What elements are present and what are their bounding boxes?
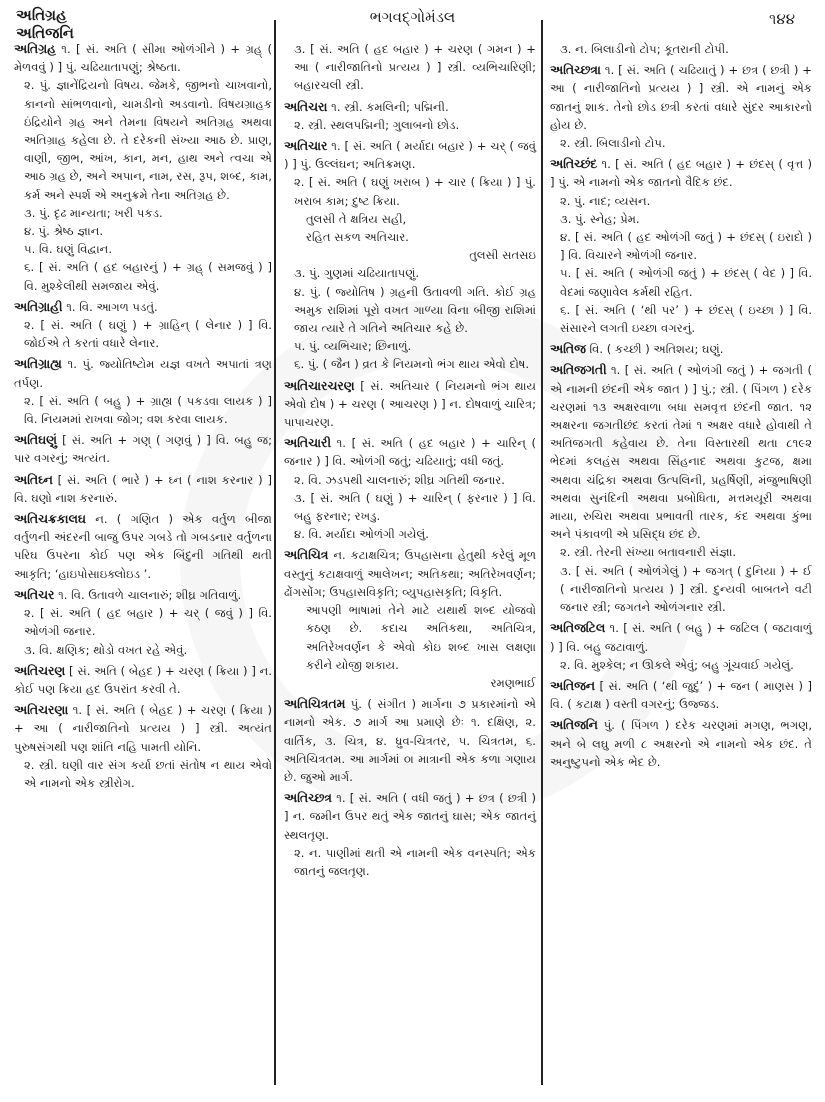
entry-definition: ૧. [ સં. અતિ ( હદ બહાર ) + છંદસ્ ( વૃત્ત ) ] પું. એ નામનો એક જાતનો વૈદિક છંદ. [550, 157, 812, 190]
entry-headword: અતિચિત્ર [284, 547, 329, 563]
entry-definition: [ સં. અતિ ( ‘થી જુદું’ ) + જન ( માણસ ) ] વિ. ( કટાક્ષ ) વસ્તી વગરનું; ઉજ્જડ. [550, 678, 813, 712]
entry-definition: [ સં. અતિ ( બેહદ ) + ચરણ ( ક્રિયા ) ] ન. કોઈ પણ ક્રિયા હદ ઉપરાંત કરવી તે. [14, 663, 272, 696]
entry-sense: ૩. [ સં. અતિ ( ઓળંગેલું ) + જગત્ ( દુનિયા ) + ઈ ( નારીજાતિનો પ્રત્યય ) ] સ્ત્રી. દુન્યવી બાબતને વટી જનાર સ્ત્રી; જગતને ઓળંગનાર સ્ત્રી. [560, 563, 812, 615]
entry-sense: ૫. પું. વ્યભિચાર; છિનાળું. [294, 339, 412, 354]
entry-sense: ૪. વિ. મર્યાદા ઓળંગી ગયેલું. [294, 527, 429, 542]
quotation-citation: રમણભાઈ [490, 675, 536, 690]
dictionary-entry [14, 510, 272, 583]
entry-headword: અતિજનિ [550, 717, 598, 733]
entry-headword: અતિચારચરણ [284, 377, 355, 393]
dictionary-entry [550, 361, 812, 616]
dictionary-entry [14, 355, 272, 428]
entry-headword: અતિચ્છત્ર [284, 790, 332, 806]
entry-sense: ૪. પું. શ્રેષ્ઠ જ્ઞાન. [24, 224, 104, 239]
entry-sense: ૨. સ્ત્રી. ઘણી વાર સંગ કર્યા છતાં સંતોષ ન થાય એવો એ નામનો એક સ્ત્રીરોગ. [24, 757, 272, 790]
column-divider [541, 20, 543, 1085]
entry-definition: ૧. સ્ત્રી. કમલિની; પદ્મિની. [331, 99, 449, 114]
entry-definition: ૧. વિ. ઉતાવળે ચાલનારું; શીઘ્ર ગતિવાળું. [58, 587, 242, 602]
entry-sense: ૬. [ સં. અતિ ( હદ બહારનું ) + ગ્રહ્ ( સમજવું ) ] વિ. મુશ્કેલીથી સમજાય એવું. [24, 260, 272, 293]
guide-word-first: અતિગ્રહ [16, 6, 67, 24]
quotation-citation: તુલસી સતસઇ [469, 248, 536, 263]
entry-headword: અતિચિત્રતમ [284, 696, 346, 712]
entry-headword: અતિચક્રકાલઘ [14, 511, 86, 527]
entry-sense: ૩. પું. ગુણમાં ચઢિયાતાપણું. [294, 266, 420, 281]
entry-sense: ૨. વિ. ઝડપથી ચાલનારું; શીઘ્ર ગતિથી જનાર. [294, 472, 505, 487]
dictionary-entry [14, 471, 272, 507]
entry-headword: અતિજટિલ [550, 620, 606, 636]
dictionary-entry [14, 40, 272, 295]
dictionary-entry [550, 155, 812, 337]
dictionary-entry [14, 662, 272, 698]
entry-sense: ૨. પું. નાદ; વ્યસન. [560, 193, 651, 208]
entry-headword: અતિચરા [284, 98, 328, 114]
entry-definition: ૧. [ સં. અતિ ( ઓળંગી જતું ) + જગતી ( એ નામની છંદની એક જાત ) ] પું.; સ્ત્રી. ( પિંગળ ) દરેક ચરણમાં ૧૩ અક્ષરવાળા બધા સમવૃત્ત છંદની જાત. ૧૨ અક્ષરના જગતીછંદ કરતાં તેમાં ૧ અક્ષર વધારે હોવાથી તે અતિજગતી કહેવાય છે. તેના વિસ્તારથી થતા ૮૧૯૨ ભેદમાં કલહંસ અથવા સિંહનાદ અથવા કુટજ, ક્ષમા અથવા ચંદ્રિકા અથવા ઉત્પલિની, પ્રહર્ષિણી, મંજુભાષિણી અથવા સુનંદિની અથવા પ્રબોધિતા, મત્તમયૂરી અથવા માયા, રુચિરા અથવા પ્રભાવતી તારક, કંદ અથવા કુંભા અને પંકાવળી એ પ્રસિદ્ધ છંદ છે. [550, 363, 812, 542]
entry-sense: ૨. વિ. મુશ્કેલ; ન ઊકલે એવું; બહુ ગૂંચવાઈ ગયેલું. [560, 657, 794, 672]
entry-sense: ૪. [ સં. અતિ ( હદ ઓળંગી જતું ) + છંદસ્ ( ઇરાદો ) ] વિ. વિચારને ઓળંગી જનાર. [560, 230, 812, 263]
entry-sense: ૨. પું. જ્ઞાનેંદ્રિયનો વિષય. જેમકે, જીભનો ચાખવાનો, કાનનો સાંભળવાનો, ચામડીનો અડવાનો. વિષયગ્રાહક ઇંદ્રિયોને ગ્રહ અને તેમના વિષયને અતિગ્રહ અથવા અતિગ્રાહ કહેલા છે. તે દરેકની સંખ્યા આઠ છે. પ્રાણ, વાણી, જીભ, આંખ, કાન, મન, હાથ અને ત્વચા એ આઠ ગ્રહ છે, અને અપાન, નામ, રસ, રૂપ, શબ્દ, કામ, કર્મ અને સ્પર્શ એ અનુક્રમે તેના અતિગ્રહ છે. [24, 78, 272, 202]
entry-sense: ૬. પું. ( જૈન ) વ્રત કે નિયમનો ભંગ થાય એવો દોષ. [294, 357, 530, 372]
entry-headword: અતિચર [14, 586, 55, 602]
dictionary-entry [550, 716, 812, 771]
entry-sense: ૨. [ સં. અતિ ( બહુ ) + ગ્રાહ્ય ( પકડવા લાયક ) ] વિ. નિયમમાં રાખવા જોગ; વશ કરવા લાયક. [24, 393, 272, 427]
quotation-line: તુલસી તે ક્ષત્રિય સહી, [306, 211, 407, 226]
entry-sense: ૨. [ સં. અતિ ( ઘણું ) + ગ્રાહિન્ ( લેનાર ) ] વિ. જોઈએ તે કરતાં વધારે લેનાર. [24, 318, 272, 351]
column-2 [284, 40, 536, 1084]
entry-headword: અતિચ્છત્રા [550, 62, 601, 78]
entry-sense: ૬. [ સં. અતિ ( ‘થી પર’ ) + છંદસ્ ( ઇચ્છા ) ] વિ. સંસારને લગતી ઇચ્છા વગરનું. [560, 302, 812, 336]
dictionary-entry [284, 789, 536, 880]
entry-definition: ૧. [ સં. અતિ ( મર્યાદા બહાર ) + ચર્ ( જવું ) ] પું. ઉલ્લંઘન; અતિક્રમણ. [284, 139, 536, 172]
entry-sense: ૫. [ સં. અતિ ( ઓળંગી જતું ) + છંદસ્ ( વેદ ) ] વિ. વેદમાં જણાવેલ કર્મથી રહિત. [560, 266, 812, 299]
column-1 [14, 40, 272, 1084]
entry-definition: ૧. વિ. આગળ પડતું. [66, 299, 158, 314]
entry-definition: ૧. પું. જ્યોતિષ્ટોમ યજ્ઞ વખતે અપાતાં ત્રણ તર્પણ. [14, 357, 272, 390]
entry-definition: ન. ( ગણિત ) એક વર્તુળ બીજા વર્તુળની અંદરની બાજુ ઉપર ગબડે તો ગબડનાર વર્તુળના પરિઘ ઉપરના કોઈ પણ એક બિંદુની ગતિથી થતી આકૃતિ; ‘હાઇપોસાઇક્લોઇડ ’. [14, 512, 273, 581]
entry-sense: ૩. વિ. ક્ષણિક; થોડો વખત રહે એવું. [24, 642, 188, 657]
entry-headword: અતિજ [550, 341, 586, 357]
entry-sense: ૨. સ્ત્રી. બિલાડીનો ટોપ. [560, 136, 666, 151]
dictionary-entry [550, 677, 812, 713]
dictionary-entry [550, 40, 812, 58]
entry-headword: અતિગ્રાહી [14, 298, 63, 314]
dictionary-entry [284, 695, 536, 786]
entry-definition: ન. કટાક્ષચિત્ર; ઉપહાસના હેતુથી કરેલું મૂળ વસ્તુનું કટાક્ષવાળું આલેખન; અતિકથા; અતિરેખવર્ણન; ઢોંગસોંગ; ઉપહાસવિકૃતિ; વ્યુપહાસકૃતિ; વિકૃતિ. [284, 548, 536, 599]
entry-headword: અતિચરણા [14, 702, 69, 718]
entry-sense: ૨. સ્ત્રી. તેરની સંખ્યા બતાવનારી સંજ્ઞા. [560, 545, 737, 560]
entry-headword: અતિજગતી [550, 362, 607, 378]
entry-sense: ૨. ન. પાણીમાં થતી એ નામની એક વનસ્પતિ; એક જાતનું જલતૃણ. [294, 845, 536, 878]
entry-sense: ૪. પું. ( જ્યોતિષ ) ગ્રહની ઉતાવળી ગતિ. કોઈ ગ્રહ અમુક રાશિમાં પૂરો વખત ગાળ્યા વિના બીજી રાશિમાં જાય ત્યારે તે ગતિને અતિચાર કહે છે. [294, 284, 536, 336]
entry-headword: અતિચાર [284, 138, 328, 154]
entry-headword: અતિઘ્ન [14, 471, 53, 487]
column-divider [274, 20, 276, 1085]
entry-headword: અતિચ્છંદ [550, 156, 598, 172]
entry-headword: અતિઘણું [14, 432, 57, 448]
dictionary-entry [14, 586, 272, 659]
entry-definition: ૧. [ સં. અતિ ( હદ બહાર ) + ચારિન્ ( જનાર ) ] વિ. ઓળંગી જતું; ચઢિયાતું; વધી જતું. [284, 436, 537, 469]
column-3 [550, 40, 812, 1084]
dictionary-entry [284, 434, 536, 543]
dictionary-entry [284, 546, 536, 692]
entry-headword: અતિજન [550, 677, 596, 693]
entry-sense: ૩. [ સં. અતિ ( ઘણું ) + ચારિન્ ( ફરનાર ) ] વિ. બહુ ફરનાર; રખડુ. [294, 490, 536, 524]
entry-sense: ૫. વિ. ઘણું વિદ્વાન. [24, 242, 112, 257]
entry-definition: વિ. ( કચ્છી ) અતિશય; ઘણું. [589, 342, 724, 357]
dictionary-entry [14, 431, 272, 467]
quotation-line: રહિત સકળ અતિચાર. [306, 230, 409, 245]
entry-sense: ૩. ન. બિલાડીનો ટોપ; કૂતરાની ટોપી. [560, 42, 729, 56]
dictionary-entry [284, 40, 536, 95]
entry-sense: ૩. પું. દૃઢ માન્યતા; ખરી પકડ. [24, 205, 163, 220]
dictionary-entry [550, 61, 812, 152]
entry-headword: અતિગ્રાહ્ય [14, 356, 62, 372]
page-title: ભગવદ્ગોમંડલ [369, 8, 456, 26]
entry-headword: અતિચરણ [14, 662, 66, 678]
dictionary-entry [284, 98, 536, 134]
page-number: ૧૪૪ [769, 10, 795, 28]
quotation-line: આપણી ભાષામાં તેને માટે યથાર્થ શબ્દ યોજવો કઠણ છે. કદાચ અતિકથા, અતિચિત્ર, અતિરેખવર્ણન કે એવો કોઇ શબ્દ ખાસ લક્ષણા કરીને યોજી શકાય. [306, 603, 536, 672]
entry-definition: ૧. [ સં. અતિ ( ચઢિયાતું ) + છત્ર ( છત્રી ) + આ ( નારીજાતિનો પ્રત્યય ) ] સ્ત્રી. એ નામનું એક જાતનું શાક. તેનો છોડ છત્રી કરતાં વધારે સુંદર આકારનો હોય છે. [550, 63, 813, 132]
entry-definition: ૧. [ સં. અતિ ( બહુ ) + જટિલ ( જટાવાળું ) ] વિ. બહુ જટાવાળું. [550, 621, 812, 654]
dictionary-entry [550, 340, 812, 358]
entry-definition: પું. ( પિંગળ ) દરેક ચરણમાં મગણ, ભગણ, અને બે લઘુ મળી ૮ અક્ષરનો એ નામનો એક છંદ. તે અનુષ્ટુપનો એક ભેદ છે. [550, 718, 813, 769]
dictionary-entry [284, 377, 536, 432]
entry-sense: ૨. [ સં. અતિ ( ઘણું ખરાબ ) + ચાર ( ક્રિયા ) ] પું. ખરાબ કામ; દુષ્ટ ક્રિયા. [294, 175, 536, 208]
entry-sense: ૩. [ સં. અતિ ( હદ બહાર ) + ચરણ ( ગમન ) + આ ( નારીજાતિનો પ્રત્યય ) ] સ્ત્રી. વ્યભિચારિણી; બહારચલી સ્ત્રી. [294, 42, 536, 93]
entry-definition: [ સં. અતિચાર ( નિયમનો ભંગ થાય એવો દોષ ) + ચરણ ( આચરણ ) ] ન. દોષવાળું ચારિત્ર; પાપાચરણ. [284, 378, 537, 430]
entry-definition: ૧. [ સં. અતિ ( સીમા ઓળંગીને ) + ગ્રહ્ ( મેળવવું ) ] પું. ચઢિયાતાપણું; શ્રેષ્ઠતા. [14, 42, 272, 75]
entry-headword: અતિગ્રહ [14, 41, 56, 56]
dictionary-entry [14, 298, 272, 353]
entry-sense: ૩. પું. સ્નેહ; પ્રેમ. [560, 211, 640, 226]
entry-definition: [ સં. અતિ ( ભારે ) + ઘ્ન ( નાશ કરનાર ) ] વિ. ઘણો નાશ કરનારું. [14, 472, 273, 505]
entry-sense: ૨. સ્ત્રી. સ્થલપદ્મિની; ગુલાબનો છોડ. [294, 117, 460, 132]
entry-definition: પું. ( સંગીત ) માર્ગના ૭ પ્રકારમાંનો એ નામનો એક. ૭ માર્ગ આ પ્રમાણે છેઃ ૧. દક્ષિણ, ૨. વાર્તિક, ૩. ચિત્ર, ૪. ધ્રુવ-ચિત્રતર, ૫. ચિત્રતમ, ૬. અતિચિત્રતમ. આ માર્ગમાં ૦ા માત્રાની એક કળા ગણાય છે. જુઓ માર્ગ. [284, 697, 536, 784]
dictionary-entry [14, 701, 272, 792]
dictionary-entry [550, 619, 812, 674]
entry-definition: ૧. [ સં. અતિ ( બેહદ ) + ચરણ ( ક્રિયા ) + આ ( નારીજાતિનો પ્રત્યય ) ] સ્ત્રી. અત્યંત પુરુષસંગથી પણ શાંતિ નહિ પામતી યોનિ. [14, 703, 273, 754]
entry-headword: અતિચારી [284, 435, 331, 451]
guide-word-last: અતિજનિ [16, 24, 74, 42]
dictionary-entry [284, 137, 536, 374]
entry-sense: ૨. [ સં. અતિ ( હદ બહાર ) + ચર્ ( જવું ) ] વિ. ઓળંગી જનાર. [24, 606, 272, 639]
entry-definition: ૧. [ સં. અતિ ( વધી જતું ) + છત્ર ( છત્રી ) ] ન. જમીન ઉપર થતું એક જાતનું ઘાસ; એક જાતનું સ્થલતૃણ. [284, 791, 537, 842]
entry-definition: [ સં. અતિ + ગણ્ ( ગણવું ) ] વિ. બહુ જ; પાર વગરનું; અત્યંત. [14, 433, 272, 466]
